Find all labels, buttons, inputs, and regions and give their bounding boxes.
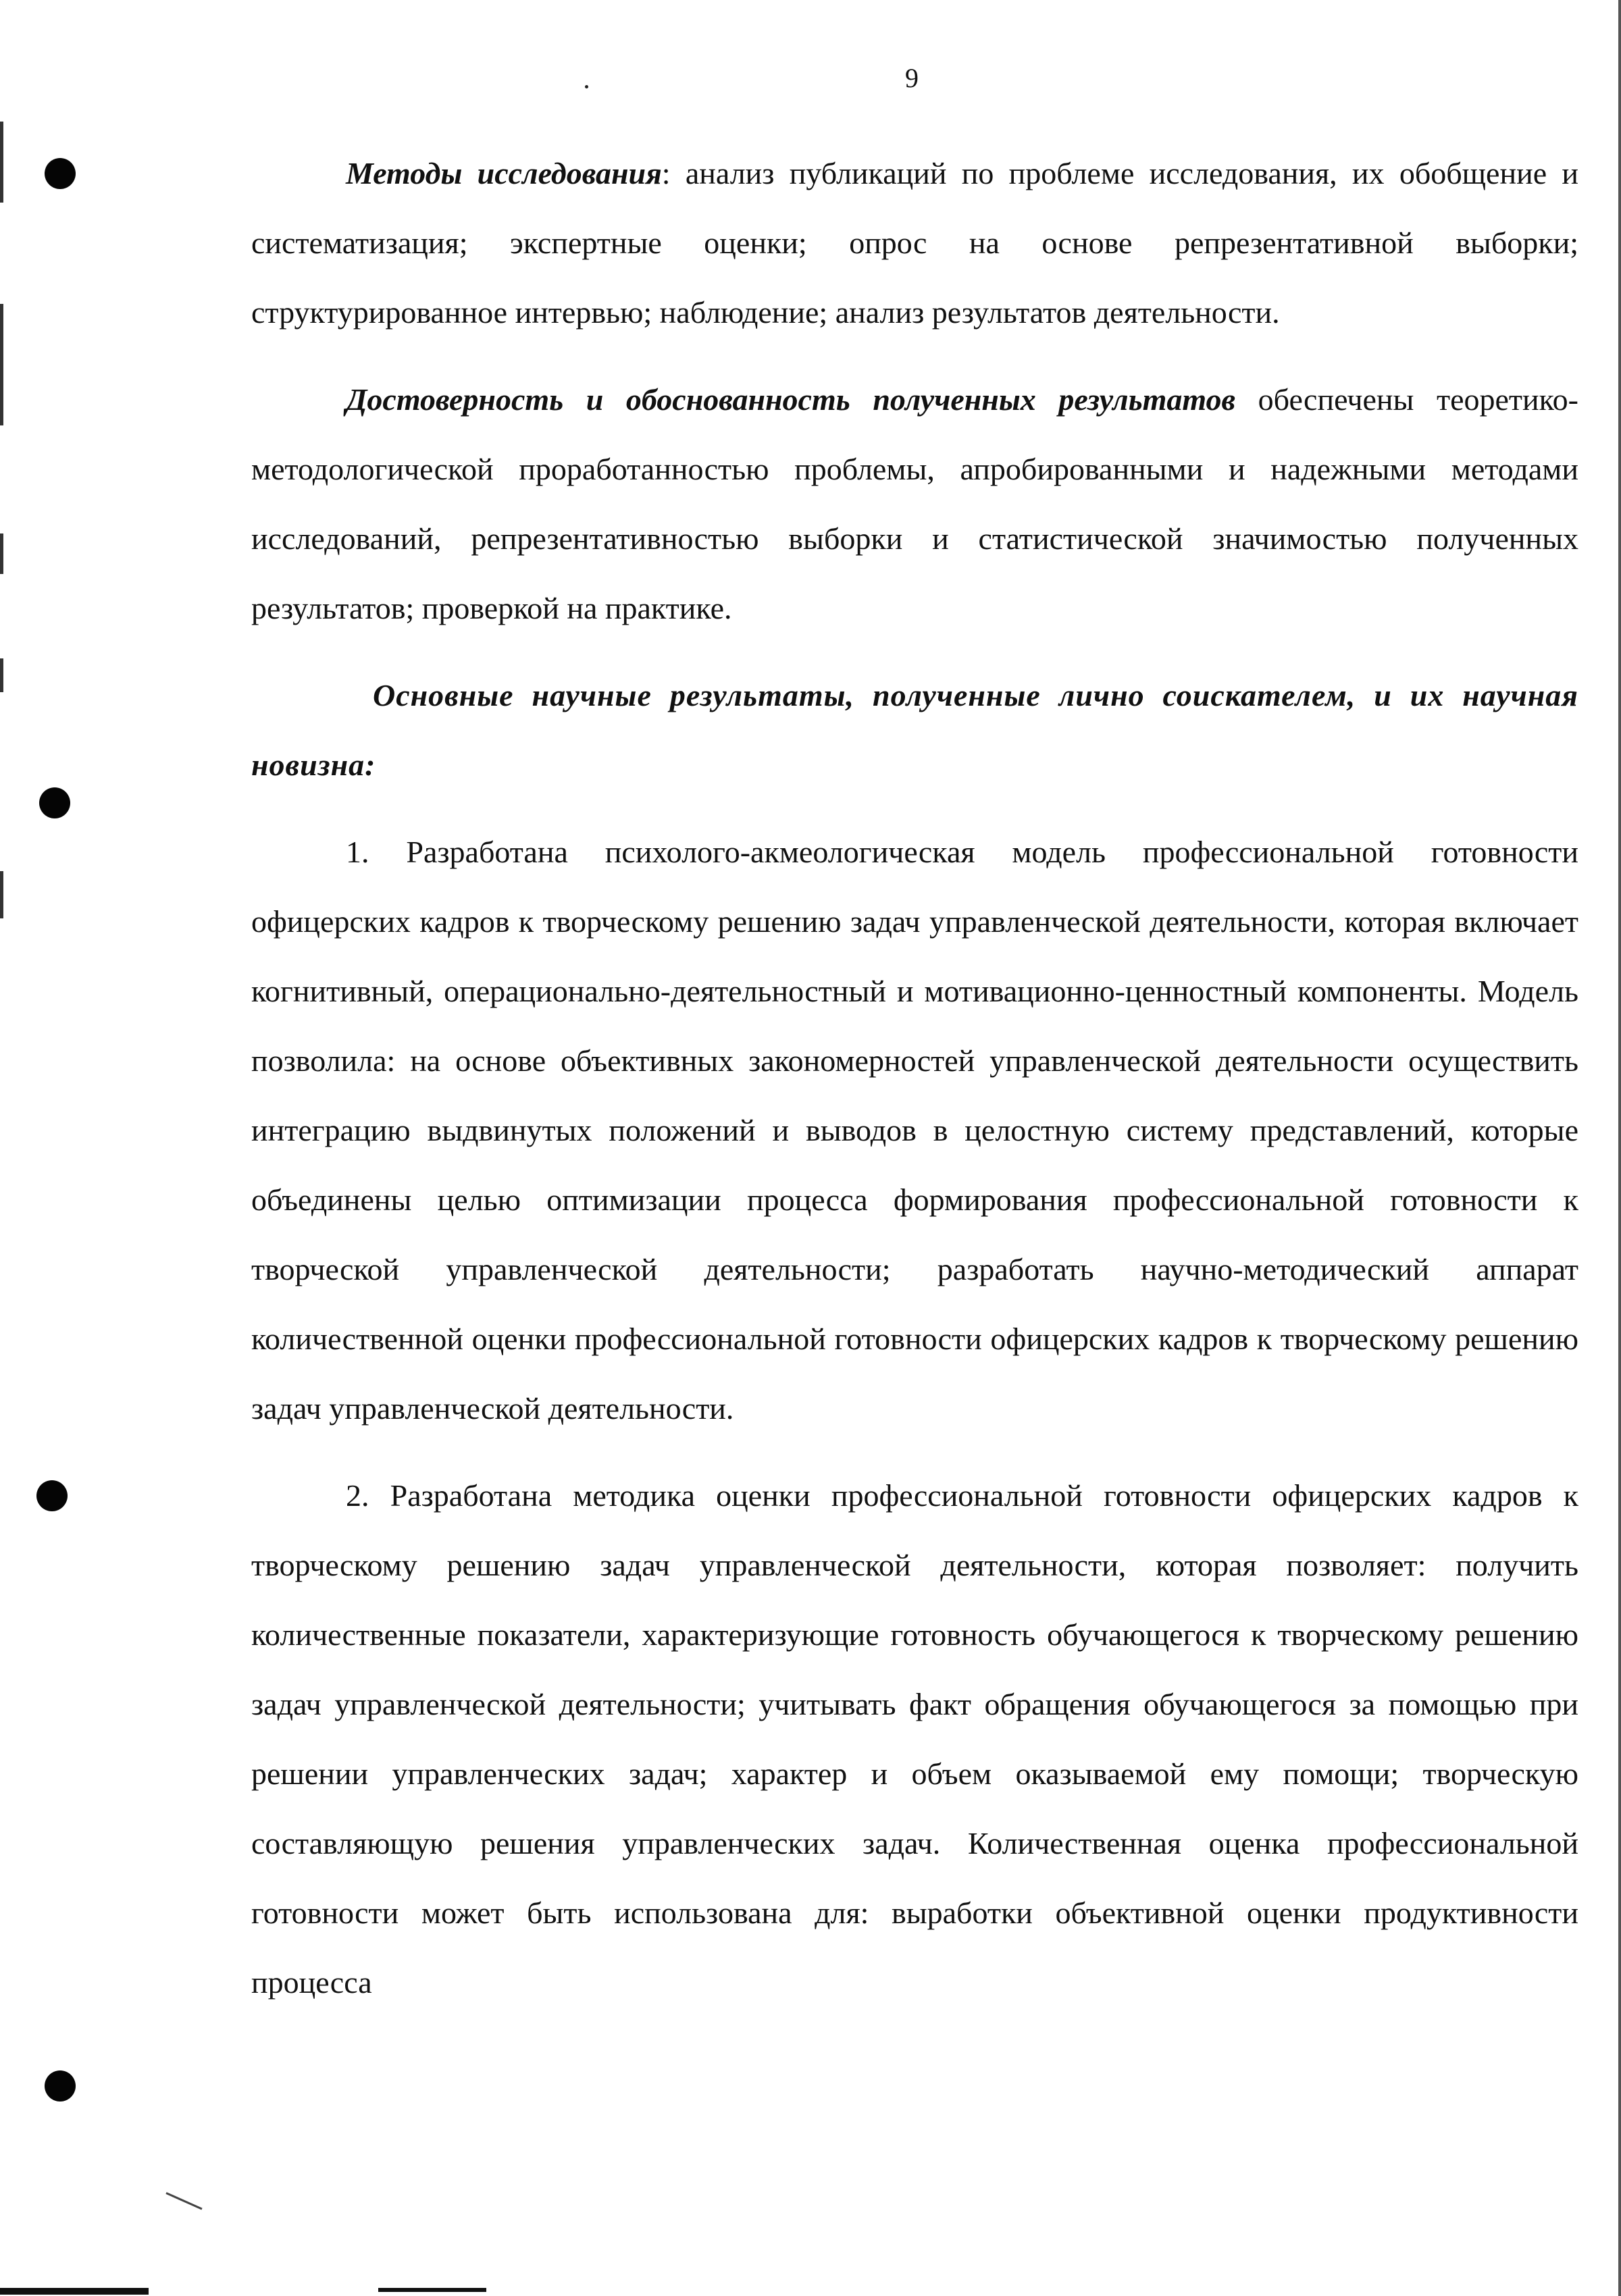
text-reliability: обеспечены теоретико-методологической проработанностью проблемы, апробированными и надежными методами исследований, репрезентативностью выборки и статистической значимостью полученных результатов; проверкой на практике. xyxy=(251,382,1578,625)
scan-border-mark xyxy=(0,122,3,203)
punch-hole-mark xyxy=(36,1480,68,1511)
scan-right-edge xyxy=(1618,0,1621,2296)
scan-border-mark xyxy=(0,871,3,918)
scan-bottom-edge xyxy=(378,2288,486,2292)
scan-border-mark xyxy=(0,304,3,425)
punch-hole-mark xyxy=(45,158,76,189)
paragraph-research-methods xyxy=(251,138,1578,347)
punch-hole-mark xyxy=(39,787,70,818)
heading-reliability: Достоверность и обоснованность полученных результатов xyxy=(346,382,1236,417)
page-body xyxy=(251,138,1578,2017)
heading-scientific-results: Основные научные результаты, полученные лично соискателем, и их научная новизна: xyxy=(251,678,1578,782)
scan-speck xyxy=(585,85,588,88)
heading-research-methods: Методы исследования xyxy=(346,156,662,190)
scan-scratch-mark xyxy=(165,2192,202,2210)
text-research-methods: : анализ публикаций по проблеме исследования, их обобщение и систематизация; экспертные оценки; опрос на основе репрезентативной выборки; структурированное интервью; наблюдение; анализ результатов деятельности. xyxy=(251,156,1578,330)
paragraph-result-2: 2. Разработана методика оценки профессиональной готовности офицерских кадров к творческому решению задач управленческой деятельности, которая позволяет: получить количественные показатели, характеризующие готовность обучающегося к творческому решению задач управленческой деятельности; учитывать факт обращения обучающегося за помощью при решении управленческих задач; характер и объем оказываемой ему помощи; творческую составляющую решения управленческих задач. Количественная оценка профессиональной готовности может быть использована для: выработки объективной оценки продуктивности процесса xyxy=(251,1478,1578,2000)
scan-border-mark xyxy=(0,533,3,574)
page-number: 9 xyxy=(905,63,919,93)
punch-hole-mark xyxy=(45,2070,76,2102)
scan-border-mark xyxy=(0,658,3,692)
paragraph-result-1: 1. Разработана психолого-акмеологическая модель профессиональной готовности офицерских кадров к творческому решению задач управленческой деятельности, которая включает когнитивный, операционально-деятельностный и мотивационно-ценностный компоненты. Модель позволила: на основе объективных закономерностей управленческой деятельности осуществить интеграцию выдвинутых положений и выводов в целостную систему представлений, которые объединены целью оптимизации процесса формирования профессиональной готовности к творческой управленческой деятельности; разработать научно-методический аппарат количественной оценки профессиональной готовности офицерских кадров к творческому решению задач управленческой деятельности. xyxy=(251,835,1578,1426)
paragraph-reliability xyxy=(251,365,1578,643)
scan-bottom-edge xyxy=(0,2288,149,2295)
